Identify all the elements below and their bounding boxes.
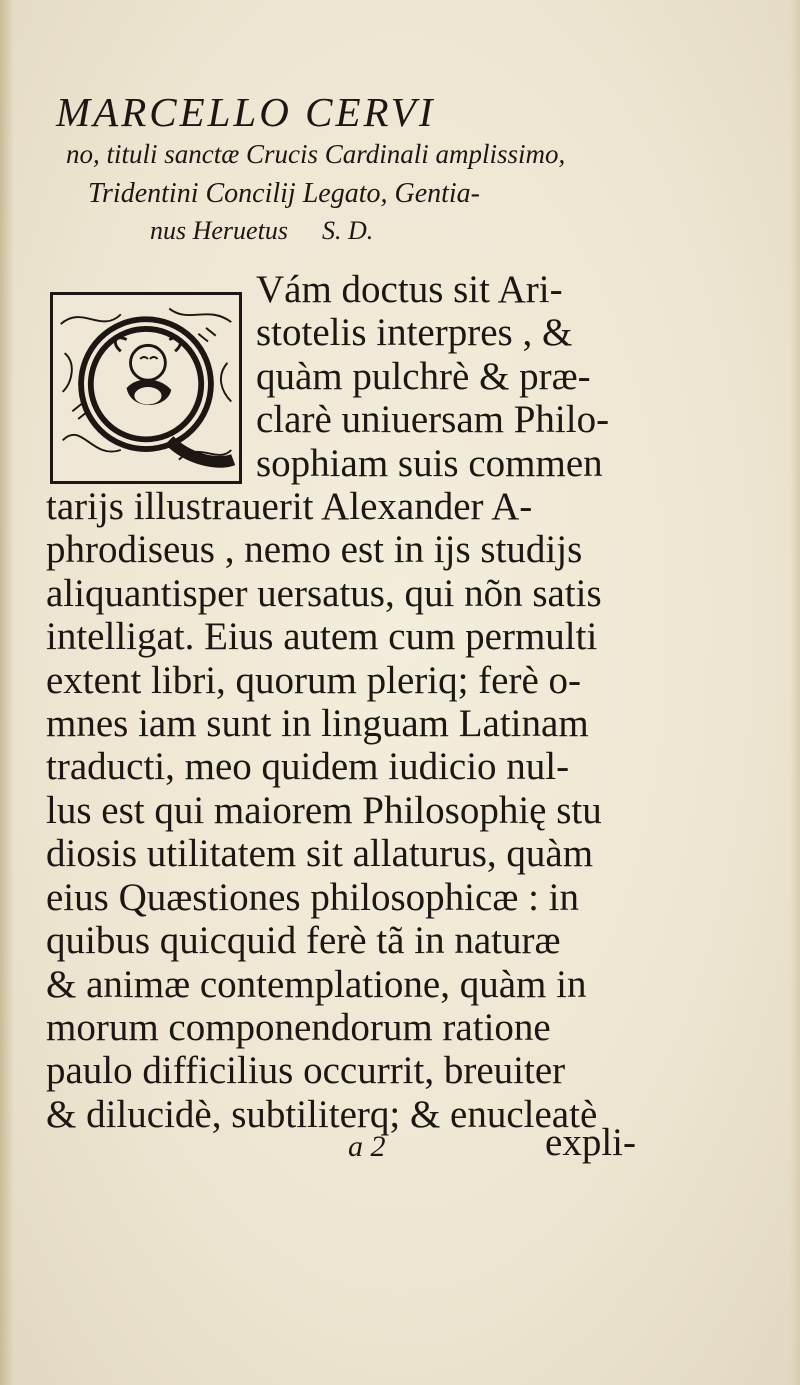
- text-line: mnes iam sunt in linguam Latinam: [46, 702, 589, 746]
- text-line: diosis utilitatem sit allaturus, quàm: [46, 832, 594, 876]
- signature-mark: a 2: [348, 1130, 386, 1163]
- page-footer: [46, 1120, 636, 1170]
- dedication-heading: [48, 89, 648, 245]
- text-line: aliquantisper uersatus, qui nõn satis: [46, 571, 602, 615]
- page-gutter-shadow: [0, 0, 14, 1385]
- text-line: phrodiseus , nemo est in ijs studijs: [46, 528, 583, 572]
- text-line: extent libri, quorum pleriq; ferè o-: [46, 658, 581, 702]
- text-line: & animæ contemplatione, quàm in: [46, 962, 587, 1006]
- heading-line-2: no, tituli sanctæ Crucis Cardinali amplissimo,: [66, 139, 566, 169]
- page-edge-shadow: [790, 0, 800, 1385]
- text-line: sophiam suis commen: [256, 441, 603, 485]
- text-line: stotelis interpres , &: [256, 311, 573, 355]
- text-line: quàm pulchrè & præ-: [256, 354, 591, 398]
- heading-author: nus Heruetus: [150, 216, 288, 245]
- text-line: traducti, meo quidem iudicio nul-: [46, 745, 570, 789]
- text-line: morum componendorum ratione: [46, 1005, 551, 1049]
- text-line: eius Quæstiones philosophicæ : in: [46, 875, 580, 919]
- salutation: S. D.: [321, 216, 374, 245]
- catchword: expli-: [545, 1121, 636, 1164]
- text-line: quibus quicquid ferè tã in naturæ: [46, 919, 561, 963]
- text-line: clarè uniuersam Philo-: [256, 398, 610, 442]
- text-line: tarijs illustrauerit Alexander A-: [46, 485, 533, 529]
- text-line: paulo difficilius occurrit, breuiter: [46, 1049, 566, 1093]
- heading-line-4: [48, 218, 648, 244]
- text-line: intelligat. Eius autem cum permulti: [46, 615, 598, 659]
- text-line: Vám doctus sit Ari-: [256, 268, 563, 311]
- body-text: [46, 268, 636, 1136]
- heading-line-1: MARCELLO CERVI: [56, 89, 436, 135]
- text-line: lus est qui maiorem Philosophię stu: [46, 788, 602, 832]
- heading-line-3: Tridentini Concilij Legato, Gentia-: [88, 178, 480, 209]
- text-line: & dilucidè, subtiliterq; & enucleatè: [46, 1092, 598, 1136]
